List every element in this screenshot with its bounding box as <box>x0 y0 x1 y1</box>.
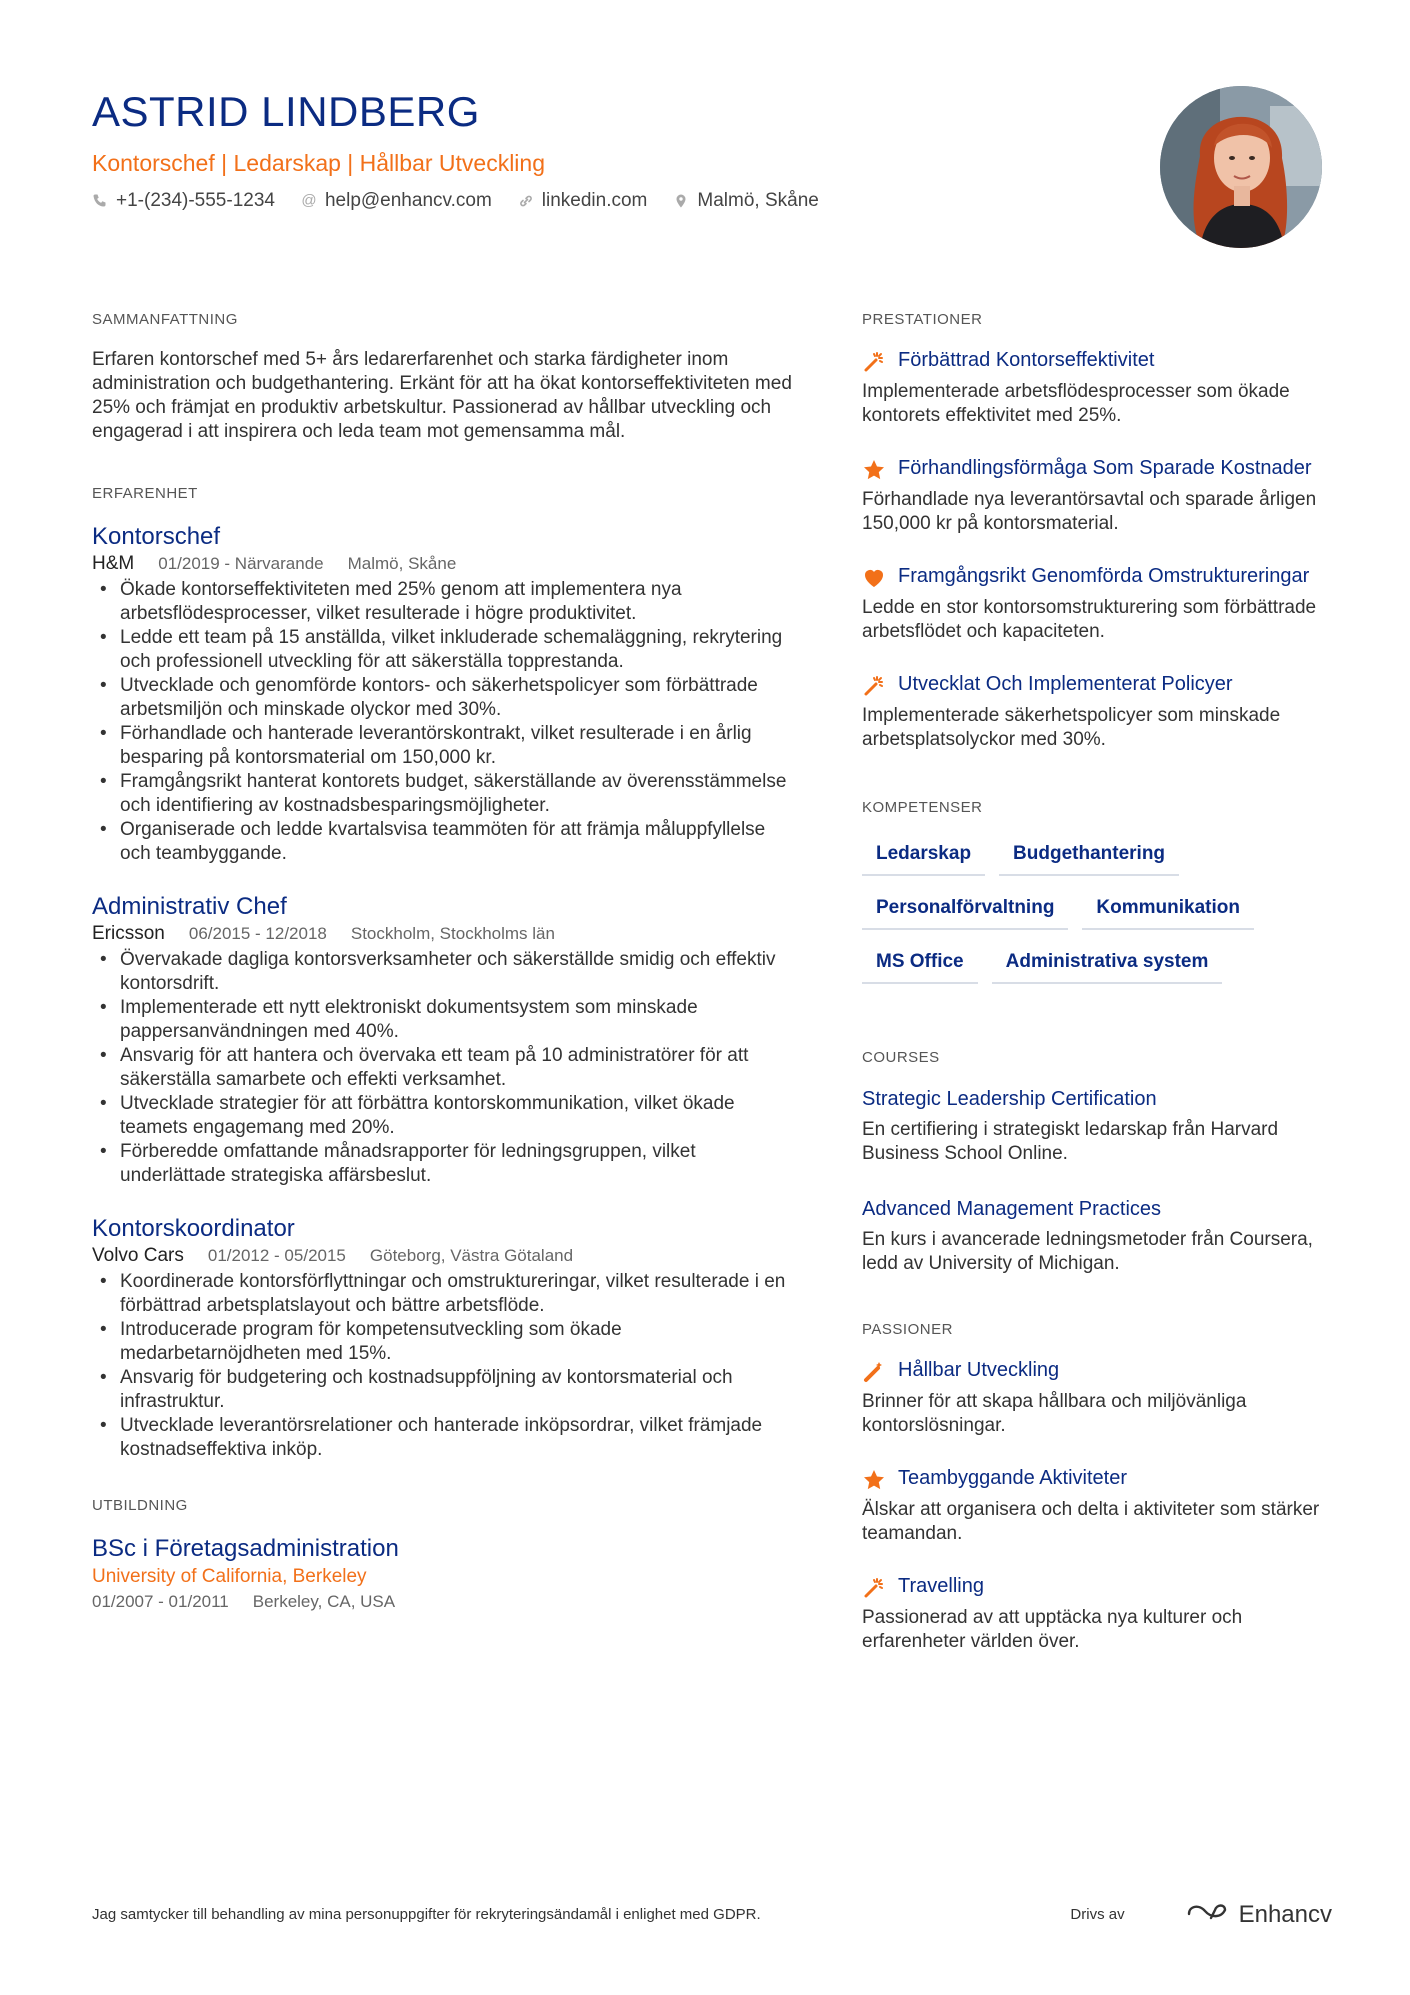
passion-item <box>862 1574 1332 1654</box>
footer <box>92 1900 1332 1929</box>
enhancv-logo-icon <box>1185 1900 1231 1929</box>
job-location: Göteborg, Västra Götaland <box>369 1246 574 1265</box>
experience-section <box>92 484 792 1462</box>
contact-phone-text: +1-(234)-555-1234 <box>116 190 275 211</box>
enhancv-brand-name: Enhancv <box>1238 1900 1332 1928</box>
job-location: Stockholm, Stockholms län <box>350 924 555 943</box>
job-dates: 01/2012 - 05/2015 <box>207 1246 346 1265</box>
passion-item <box>862 1358 1332 1438</box>
skill-tag: Administrativa system <box>992 944 1223 984</box>
job-meta <box>92 922 792 946</box>
job-location: Malmö, Skåne <box>347 554 457 573</box>
job-bullet: • Introducerade program för kompetensutveckling som ökade medarbetarnöjdheten med 15%. <box>92 1318 792 1366</box>
at-icon: @ <box>301 192 317 209</box>
job-bullets <box>92 948 792 1188</box>
header <box>92 86 1132 214</box>
candidate-name: ASTRID LINDBERG <box>92 88 480 135</box>
skill-tag: Kommunikation <box>1082 890 1254 930</box>
education-dates: 01/2007 - 01/2011 <box>92 1592 229 1611</box>
job-bullets <box>92 578 792 866</box>
job-entry <box>92 892 792 1188</box>
course-title: Advanced Management Practices <box>862 1198 1162 1220</box>
location-pin-icon <box>673 193 689 209</box>
achievement-desc: Implementerade säkerhetspolicyer som minskade arbetsplatsolyckor med 30%. <box>862 705 1281 750</box>
skill-tag: Ledarskap <box>862 836 985 876</box>
courses-heading: COURSES <box>862 1049 940 1066</box>
contact-email[interactable] <box>301 188 492 214</box>
contact-location-text: Malmö, Skåne <box>697 190 819 211</box>
star-icon <box>862 1468 886 1492</box>
job-title: Kontorskoordinator <box>92 1215 295 1242</box>
left-column <box>92 310 792 1654</box>
experience-heading: ERFARENHET <box>92 485 198 502</box>
job-bullet: • Koordinerade kontorsförflyttningar och omstruktureringar, vilket resulterade i en förbättrad arbetsplatslayout och bättre arbetsflöde. <box>92 1270 792 1318</box>
education-section <box>92 1496 792 1614</box>
passion-desc: Älskar att organisera och delta i aktiviteter som stärker teamandan. <box>862 1499 1320 1544</box>
achievement-item <box>862 672 1332 752</box>
achievement-item <box>862 564 1332 644</box>
job-bullet: • Utvecklade strategier för att förbättra kontorskommunikation, vilket ökade teamets engagemang med 20%. <box>92 1092 792 1140</box>
candidate-subtitle: Kontorschef | Ledarskap | Hållbar Utveckling <box>92 150 546 176</box>
passion-item <box>862 1466 1332 1546</box>
achievement-title: Framgångsrikt Genomförda Omstruktureringar <box>898 565 1310 587</box>
course-item <box>862 1086 1332 1166</box>
profile-photo <box>1160 86 1322 248</box>
passion-title: Hållbar Utveckling <box>898 1359 1060 1381</box>
achievement-title: Förhandlingsförmåga Som Sparade Kostnader <box>898 457 1312 479</box>
job-bullet: • Organiserade och ledde kvartalsvisa teammöten för att främja måluppfyllelse och teambyggande. <box>92 818 792 866</box>
job-dates: 06/2015 - 12/2018 <box>188 924 327 943</box>
job-bullet: • Implementerade ett nytt elektroniskt dokumentsystem som minskade pappersanvändningen med 40%. <box>92 996 792 1044</box>
course-desc: En certifiering i strategiskt ledarskap från Harvard Business School Online. <box>862 1119 1279 1164</box>
education-location: Berkeley, CA, USA <box>252 1592 396 1611</box>
skill-tag: Personalförvaltning <box>862 890 1068 930</box>
education-degree: BSc i Företagsadministration <box>92 1535 399 1562</box>
wand-icon <box>862 1576 886 1600</box>
achievements-heading: PRESTATIONER <box>862 311 983 328</box>
contact-email-text: help@enhancv.com <box>324 190 492 211</box>
job-company: Volvo Cars <box>92 1245 184 1266</box>
passion-desc: Passionerad av att upptäcka nya kulturer och erfarenheter världen över. <box>862 1607 1243 1652</box>
magic-wand-icon <box>862 1360 886 1384</box>
phone-icon <box>92 193 108 209</box>
achievement-item <box>862 456 1332 536</box>
course-desc: En kurs i avancerade ledningsmetoder från Coursera, ledd av University of Michigan. <box>862 1229 1313 1274</box>
achievement-title: Utvecklat Och Implementerat Policyer <box>898 673 1233 695</box>
achievements-section <box>862 310 1332 752</box>
contact-linkedin[interactable] <box>518 188 648 214</box>
achievement-desc: Implementerade arbetsflödesprocesser som ökade kontorets effektivitet med 25%. <box>862 381 1290 426</box>
job-entry <box>92 1214 792 1462</box>
contact-linkedin-text: linkedin.com <box>541 190 648 211</box>
summary-text: Erfaren kontorschef med 5+ års ledarerfarenhet och starka färdigheter inom administration och budgethantering. Erkänt för att ha ökat kontorseffektiviteten med 25% och främjat en produktiv arbetskultur. Passionerad av hållbar utveckling och engagerad i att inspirera och leda team mot gemensamma mål. <box>92 349 792 442</box>
contact-bar <box>92 188 1132 214</box>
job-bullet: • Ledde ett team på 15 anställda, vilket inkluderade schemaläggning, rekrytering och professionell utveckling för att säkerställa topprestanda. <box>92 626 792 674</box>
job-bullet: • Framgångsrikt hanterat kontorets budget, säkerställande av överensstämmelse och identifiering av kostnadsbesparingsmöjligheter. <box>92 770 792 818</box>
job-bullet: • Ansvarig för att hantera och övervaka ett team på 10 administratörer för att säkerställa samarbete och effekti verksamhet. <box>92 1044 792 1092</box>
job-title: Kontorschef <box>92 523 221 550</box>
course-title: Strategic Leadership Certification <box>862 1088 1157 1110</box>
job-dates: 01/2019 - Närvarande <box>158 554 324 573</box>
job-bullet: • Ökade kontorseffektiviteten med 25% genom att implementera nya arbetsflödesprocesser, vilket resulterade i högre produktivitet. <box>92 578 792 626</box>
job-company: Ericsson <box>92 923 165 944</box>
job-bullet: • Utvecklade och genomförde kontors- och säkerhetspolicyer som förbättrade arbetsmiljön och minskade olyckor med 30%. <box>92 674 792 722</box>
job-bullet: • Ansvarig för budgetering och kostnadsuppföljning av kontorsmaterial och infrastruktur. <box>92 1366 792 1414</box>
enhancv-brand[interactable] <box>1185 1900 1332 1929</box>
passions-section <box>862 1320 1332 1654</box>
heart-icon <box>862 566 886 590</box>
education-school: University of California, Berkeley <box>92 1566 367 1587</box>
passion-desc: Brinner för att skapa hållbara och miljövänliga kontorslösningar. <box>862 1391 1247 1436</box>
achievement-item <box>862 348 1332 428</box>
summary-section <box>92 310 792 444</box>
job-meta <box>92 1244 792 1268</box>
job-bullet: • Övervakade dagliga kontorsverksamheter och säkerställde smidig och effektiv kontorsdrift. <box>92 948 792 996</box>
gdpr-consent: Jag samtycker till behandling av mina personuppgifter för rekryteringsändamål i enlighet med GDPR. <box>92 1906 761 1923</box>
right-column <box>862 310 1332 1694</box>
job-entry <box>92 522 792 866</box>
skill-tag: MS Office <box>862 944 978 984</box>
powered-by-label: Drivs av <box>1070 1906 1125 1923</box>
skill-tag: Budgethantering <box>999 836 1179 876</box>
passions-heading: PASSIONER <box>862 1321 953 1338</box>
achievement-title: Förbättrad Kontorseffektivitet <box>898 349 1155 371</box>
contact-phone[interactable] <box>92 188 275 214</box>
job-bullet: • Utvecklade leverantörsrelationer och hanterade inköpsordrar, vilket främjade kostnadseffektiva inköp. <box>92 1414 792 1462</box>
star-icon <box>862 458 886 482</box>
passion-title: Travelling <box>898 1575 984 1597</box>
job-company: H&M <box>92 553 135 574</box>
summary-heading: SAMMANFATTNING <box>92 311 238 328</box>
job-meta <box>92 552 792 576</box>
skills-heading: KOMPETENSER <box>862 799 983 816</box>
job-title: Administrativ Chef <box>92 893 287 920</box>
achievement-desc: Förhandlade nya leverantörsavtal och sparade årligen 150,000 kr på kontorsmaterial. <box>862 489 1317 534</box>
education-heading: UTBILDNING <box>92 1497 188 1514</box>
link-icon <box>518 193 534 209</box>
skills-section <box>862 798 1332 984</box>
job-bullet: • Förberedde omfattande månadsrapporter för ledningsgruppen, vilket underlättade strategiska affärsbeslut. <box>92 1140 792 1188</box>
course-item <box>862 1196 1332 1276</box>
job-bullet: • Förhandlade och hanterade leverantörskontrakt, vilket resulterade i en årlig besparing på kontorsmaterial om 150,000 kr. <box>92 722 792 770</box>
wand-icon <box>862 674 886 698</box>
achievement-desc: Ledde en stor kontorsomstrukturering som förbättrade arbetsflödet och kapaciteten. <box>862 597 1317 642</box>
education-meta <box>92 1590 792 1614</box>
wand-icon <box>862 350 886 374</box>
courses-section <box>862 1048 1332 1276</box>
passion-title: Teambyggande Aktiviteter <box>898 1467 1128 1489</box>
skills-list <box>862 836 1332 984</box>
contact-location <box>673 188 818 214</box>
job-bullets <box>92 1270 792 1462</box>
